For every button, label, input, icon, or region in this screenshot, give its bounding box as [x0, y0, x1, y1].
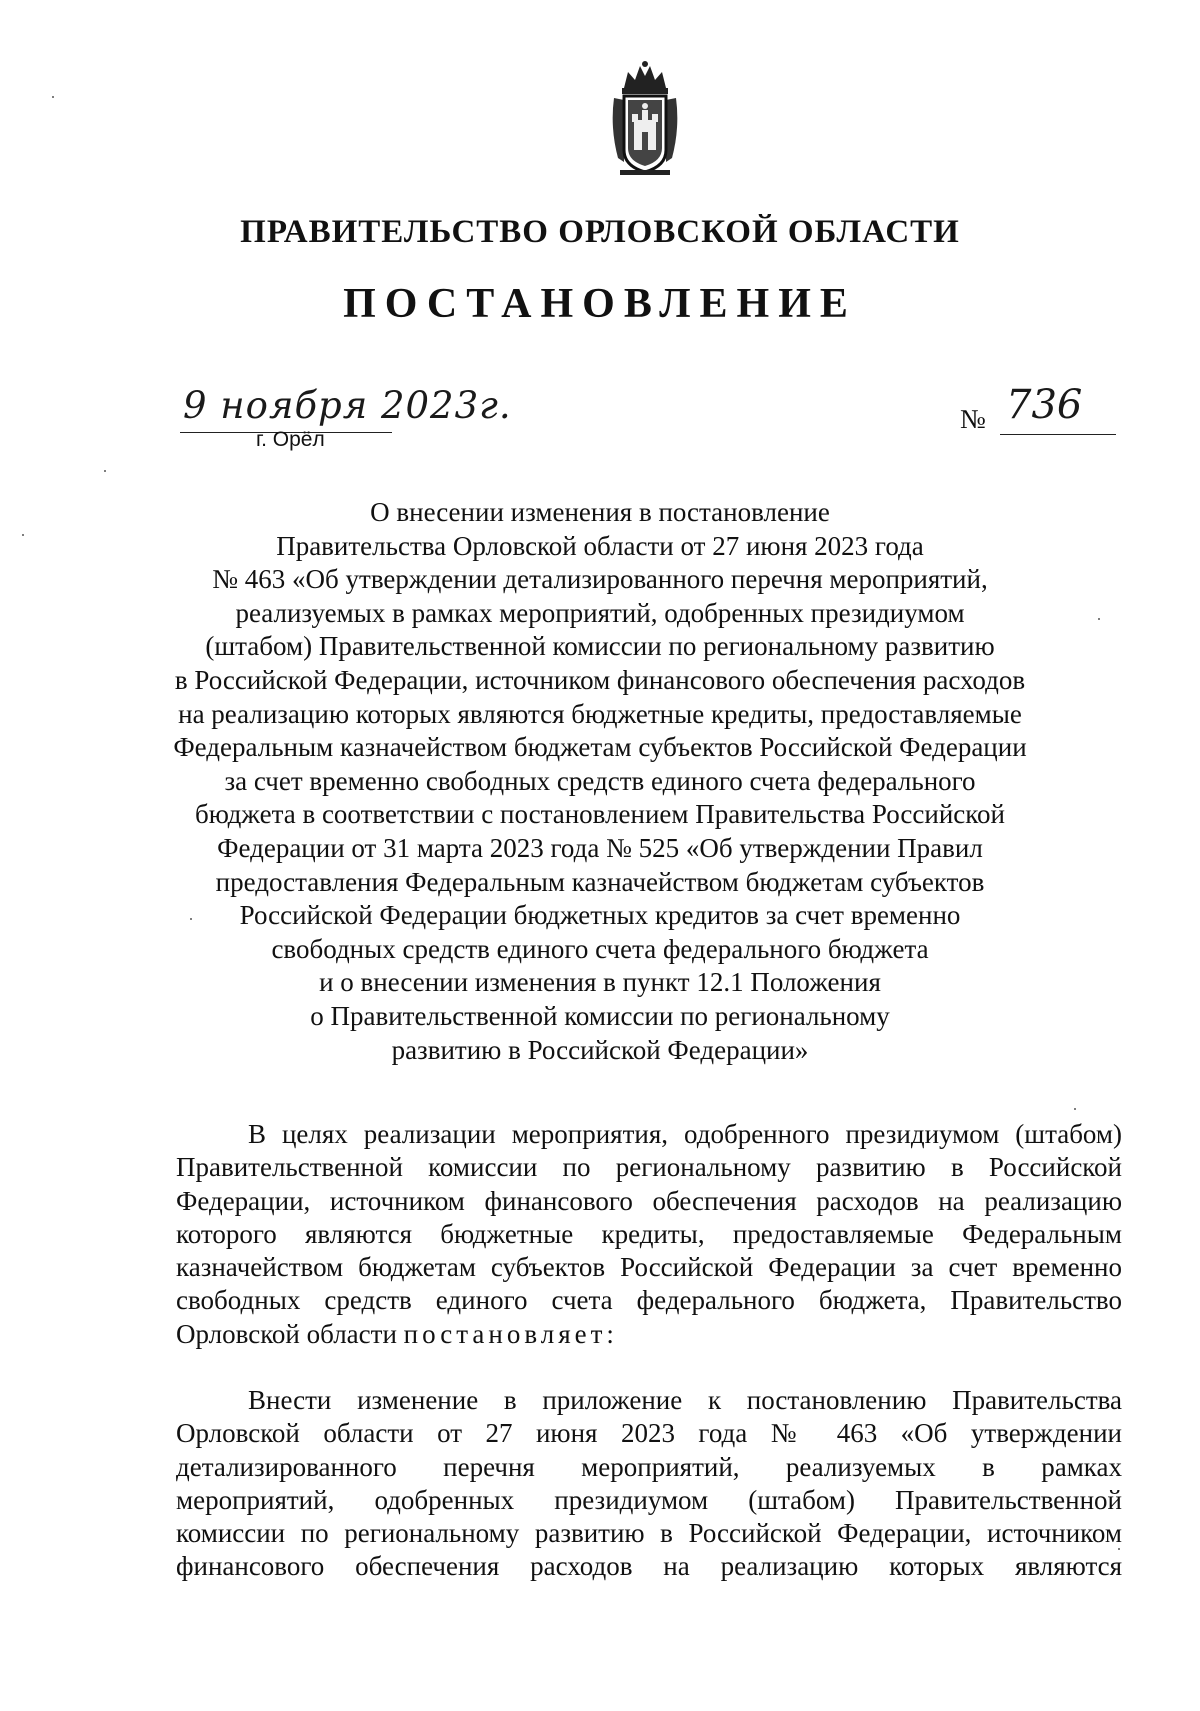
- scan-speck: [1118, 1548, 1120, 1550]
- subject-line: реализуемых в рамках мероприятий, одобренных президиумом: [235, 597, 965, 628]
- paragraph-line: комиссии по региональному развитию в Российской Федерации, источником: [176, 1518, 1122, 1549]
- paragraph-line: детализированного перечня мероприятий, реализуемых в рамках: [176, 1451, 1122, 1482]
- coat-of-arms-icon: [604, 58, 686, 178]
- scan-speck: [190, 918, 192, 920]
- subject-line: о Правительственной комиссии по региональному: [310, 1000, 890, 1031]
- subject-line: (штабом) Правительственной комиссии по региональному развитию: [205, 631, 995, 662]
- subject-line: за счет временно свободных средств единого счета федерального: [224, 765, 976, 796]
- paragraph-line: финансового обеспечения расходов на реализацию которых являются: [176, 1551, 1122, 1582]
- number-handwritten: 736: [1006, 382, 1083, 428]
- subject-line: развитию в Российской Федерации»: [391, 1034, 809, 1065]
- subject-line: О внесении изменения в постановление: [370, 497, 830, 527]
- paragraph-line: мероприятий, одобренных президиумом (штабом) Правительственной: [176, 1484, 1122, 1515]
- paragraph-line-prefix: Орловской области: [176, 1318, 404, 1349]
- number-underline: [1000, 434, 1116, 435]
- operative-paragraph: [176, 1384, 1122, 1584]
- paragraph-line: казначейством бюджетам субъектов Российской Федерации за счет временно: [176, 1252, 1122, 1283]
- document-type: ПОСТАНОВЛЕНИЕ: [343, 281, 857, 327]
- subject-line: предоставления Федеральным казначейством бюджетам субъектов: [215, 866, 985, 897]
- number-label: №: [960, 404, 986, 434]
- organization-title: ПРАВИТЕЛЬСТВО ОРЛОВСКОЙ ОБЛАСТИ: [240, 214, 960, 250]
- subject-line: на реализацию которых являются бюджетные кредиты, предоставляемые: [178, 698, 1022, 729]
- paragraph-line: [176, 1318, 1122, 1351]
- resolution-keyword: постановляет:: [403, 1318, 618, 1349]
- subject-line: Федерации от 31 марта 2023 года № 525 «Об утверждении Правил: [217, 832, 983, 863]
- document-subject: [150, 496, 1050, 1067]
- scan-speck: [1098, 618, 1100, 620]
- paragraph-line: Орловской области от 27 июня 2023 года № 463 «Об утверждении: [176, 1418, 1122, 1449]
- scan-speck: [104, 470, 106, 472]
- subject-line: в Российской Федерации, источником финансового обеспечения расходов: [174, 664, 1026, 695]
- subject-line: бюджета в соответствии с постановлением Правительства Российской: [195, 799, 1005, 830]
- paragraph-line: Внести изменение в приложение к постановлению Правительства: [248, 1385, 1122, 1415]
- scan-speck: [1074, 1108, 1076, 1110]
- paragraph-line: которого являются бюджетные кредиты, предоставляемые Федеральным: [176, 1218, 1122, 1249]
- paragraph-line: В целях реализации мероприятия, одобренного президиумом (штабом): [248, 1119, 1122, 1149]
- scan-speck: [22, 534, 24, 536]
- city-label: г. Орёл: [256, 428, 325, 451]
- preamble-paragraph: [176, 1118, 1122, 1351]
- subject-line: Российской Федерации бюджетных кредитов за счет временно: [239, 900, 961, 931]
- paragraph-line: Федерации, источником финансового обеспечения расходов на реализацию: [176, 1185, 1122, 1216]
- subject-line: свободных средств единого счета федерального бюджета: [271, 933, 929, 964]
- paragraph-line: свободных средств единого счета федерального бюджета, Правительство: [176, 1285, 1122, 1316]
- subject-line: Правительства Орловской области от 27 июня 2023 года: [276, 530, 924, 561]
- scan-speck: [52, 96, 54, 98]
- subject-line: Федеральным казначейством бюджетам субъектов Российской Федерации: [173, 732, 1027, 763]
- subject-line: и о внесении изменения в пункт 12.1 Положения: [319, 967, 881, 998]
- date-handwritten: 9 ноября 2023г.: [183, 384, 512, 427]
- paragraph-line: Правительственной комиссии по региональному развитию в Российской: [176, 1152, 1122, 1183]
- subject-line: № 463 «Об утверждении детализированного перечня мероприятий,: [212, 564, 988, 595]
